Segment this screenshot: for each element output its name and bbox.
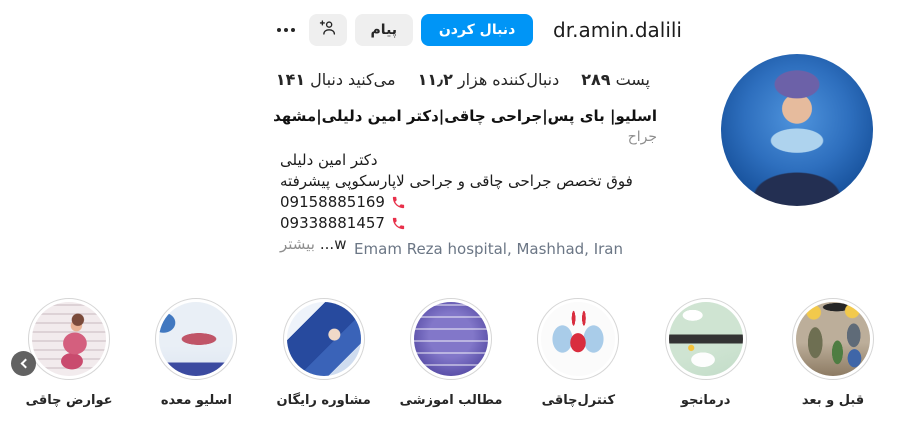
add-person-icon	[319, 19, 337, 41]
highlight-label: مطالب اموزشی	[399, 393, 503, 408]
following-stat[interactable]	[276, 70, 396, 89]
bio-title: اسلیو| بای پس|جراحی چاقی|دکتر امین دلیلی|مشهد	[273, 107, 657, 125]
scroll-highlights-button[interactable]	[11, 351, 36, 376]
highlight-patient[interactable]	[647, 298, 765, 408]
highlight-label: درمانجو	[680, 393, 731, 408]
phone-row	[280, 213, 662, 234]
dot	[284, 28, 288, 32]
username[interactable]: dr.amin.dalili	[553, 18, 682, 42]
highlight-label: اسلیو معده	[160, 393, 232, 408]
highlight-ring	[28, 298, 110, 380]
highlights-row	[0, 298, 902, 408]
following-label-1: دنبال	[310, 70, 343, 89]
highlight-cover	[796, 302, 870, 376]
posts-stat	[581, 70, 650, 89]
highlight-label: قبل و بعد	[801, 393, 865, 408]
dot	[277, 28, 281, 32]
location-link[interactable]: Emam Reza hospital, Mashhad, Iran	[354, 240, 623, 258]
highlight-cover	[287, 302, 361, 376]
highlight-free-consult[interactable]	[265, 298, 383, 408]
suggested-users-button[interactable]	[309, 14, 347, 46]
message-button[interactable]: پیام	[355, 14, 414, 46]
highlight-label: عوارض چاقی	[25, 393, 113, 408]
highlight-obesity-control[interactable]	[519, 298, 637, 408]
profile-category: جراح	[627, 129, 657, 145]
highlight-gastric-sleeve[interactable]	[137, 298, 255, 408]
follow-button[interactable]: دنبال کردن	[421, 14, 533, 46]
highlight-ring	[537, 298, 619, 380]
bio-specialty-line: فوق تخصص جراحی چاقی و جراحی لاپارسکوپی پیشرفته	[280, 172, 633, 190]
phone-number-2: 09338881457	[280, 214, 385, 232]
phone-row	[280, 192, 662, 213]
truncated-text: ...w	[319, 235, 347, 253]
chevron-left-icon	[20, 359, 30, 369]
highlight-ring	[665, 298, 747, 380]
followers-label: دنبال‌کننده	[492, 70, 560, 89]
posts-count: ۲۸۹	[581, 70, 611, 89]
highlight-label: مشاوره رایگان	[276, 393, 371, 408]
options-button[interactable]	[271, 22, 301, 38]
highlight-cover	[414, 302, 488, 376]
followers-count: ۱۱٫۲	[417, 70, 453, 89]
posts-label: پست	[615, 70, 650, 89]
highlight-ring	[410, 298, 492, 380]
highlight-before-after[interactable]	[774, 298, 892, 408]
phone-icon	[391, 216, 406, 231]
bio-name-line: دکتر امین دلیلی	[280, 151, 378, 169]
highlight-ring	[283, 298, 365, 380]
highlight-label: کنترل‌چاقی	[541, 393, 616, 408]
following-count: ۱۴۱	[275, 70, 306, 89]
followers-stat[interactable]	[418, 70, 560, 89]
stats-row	[276, 70, 650, 89]
dot	[291, 28, 295, 32]
highlight-cover	[541, 302, 615, 376]
highlight-cover	[669, 302, 743, 376]
highlight-education[interactable]	[392, 298, 510, 408]
highlight-ring	[155, 298, 237, 380]
profile-avatar[interactable]	[721, 54, 873, 206]
following-label-2: می‌کنید	[348, 70, 396, 89]
highlight-cover	[32, 302, 106, 376]
phone-icon	[391, 195, 406, 210]
profile-actions-row	[271, 14, 682, 46]
followers-unit: هزار	[457, 70, 488, 89]
more-button[interactable]: بیشتر	[280, 235, 315, 253]
phone-number-1: 09158885169	[280, 193, 385, 211]
highlight-ring	[792, 298, 874, 380]
highlight-cover	[159, 302, 233, 376]
